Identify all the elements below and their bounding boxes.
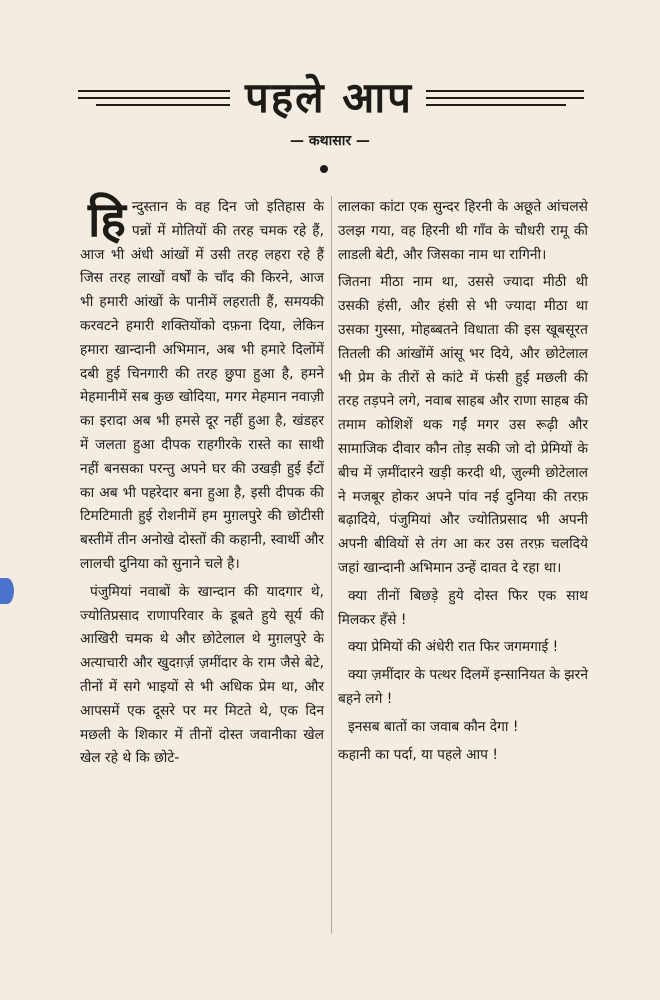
question-line: क्या ज़मींदार के पत्थर दिलमें इन्सानियत के झरने बहने लगे ! — [338, 667, 588, 707]
paragraph: लालका कांटा एक सुन्दर हिरनी के अछूते आंचलसे उलझ गया, वह हिरनी थी गाँव के चौधरी रामू की लाडली बेटी, और जिसका नाम था रागिनी। — [338, 199, 588, 263]
page-title: पहले आप — [244, 73, 414, 122]
question-line: क्या प्रेमियों की अंधेरी रात फिर जगमगाई ! — [348, 639, 559, 656]
paragraph — [80, 192, 324, 577]
right-title-rules — [426, 90, 584, 111]
paragraph: जितना मीठा नाम था, उससे ज्यादा मीठी थी उसकी हंसी, और हंसी से भी ज्यादा मीठा था उसका गुस्सा, मोहब्बतने विधाता की इस खूबसूरत तितली की आंखोंमें आंसू भर दिये, और छोटेलाल भी प्रेम के तीरों से कांटे में फंसी हुई मछली की तरह तड़पने लगे, नवाब साहब और राणा साहब की तमाम कोशिशें थक गईं मगर उस रूढ़ी और सामाजिक दीवार कौन तोड़ सकी जो दो प्रेमियों के बीच में ज़मींदारने खड़ी करदी थी, ज़ुल्मी छोटेलाल ने मजबूर होकर अपने पांव नई दुनिया की तरफ़ बढ़ादिये, पंजुमियां और ज्योतिप्रसाद भी अपनी अपनी बीवियों से तंग आ कर उस तरफ़ चलदिये जहां खान्दानी अभिमान उन्हें दावत दे रहा था। — [338, 274, 588, 576]
question-line: इनसब बातों का जवाब कौन देगा ! — [348, 718, 519, 735]
column-divider — [331, 196, 332, 934]
paragraph-text: न्दुस्तान के वह दिन जो इतिहास के पन्नों में मोतियों की तरह चमक रहे हैं, आज भी अंधी आंखों में उसी तरह लहरा रहे हैं जिस तरह लाखों वर्षों के चाँद की किरने, आज भी हमारी आंखों के पानीमें लहराती हैं, समयकी करवटने हमारी शक्तियोंको दफ़ना दिया, लेकिन हमारा खान्दानी अभिमान, अब भी हमारे दिलोंमें दबी हुई चिनगारी की तरह छुपा हुआ है, हमने मेहमानीमें सब कुछ खोदिया, मगर मेहमान नवाज़ी का इरादा अब भी हमसे दूर नहीं हुआ है, खंडहर में जलता हुआ दीपक राहगीरके रास्ते का साथी नहीं बनसका परन्तु अपने घर की उखड़ी हुई ईंटों का अब भी पहरेदार बना हुआ है, इसी दीपक की टिमटिमाती हुई रोशनीमें हम मुग़लपुरे की छोटीसी बस्तीमें तीन अनोखे दोस्तों की कहानी, स्वार्थी और लालची दुनिया को सुनाने चले है। — [80, 199, 324, 572]
closing-line: कहानी का पर्दा, या पहले आप ! — [338, 746, 498, 763]
question-line: क्या तीनों बिछड़े हुये दोस्त फिर एक साथ मिलकर हँसे ! — [338, 587, 588, 628]
bullet-dot-icon — [320, 165, 328, 173]
left-title-rules — [78, 90, 230, 111]
drop-cap: हि — [88, 192, 126, 248]
right-column — [338, 196, 588, 771]
paragraph: पंजुमियां नवाबों के खान्दान की यादगार थे, ज्योतिप्रसाद राणापरिवार के डूबते हुये सूर्य की आखिरी चमक थे और छोटेलाल थे मुग़लपुरे के अत्याचारी और खुदग़र्ज़ ज़मींदार के राम जैसे बेटे, तीनों में सगे भाइयों से भी अधिक प्रेम था, और आपसमें एक दूसरे पर मर मिटते थे, एक दिन मछली के शिकार में तीनों दोस्त जवानीका खेल खेल रहे थे कि छोटे- — [80, 583, 324, 767]
subtitle: — कथासार — — [290, 133, 370, 149]
left-column — [80, 192, 324, 775]
blue-ink-mark — [0, 578, 14, 604]
title-row — [0, 68, 660, 128]
